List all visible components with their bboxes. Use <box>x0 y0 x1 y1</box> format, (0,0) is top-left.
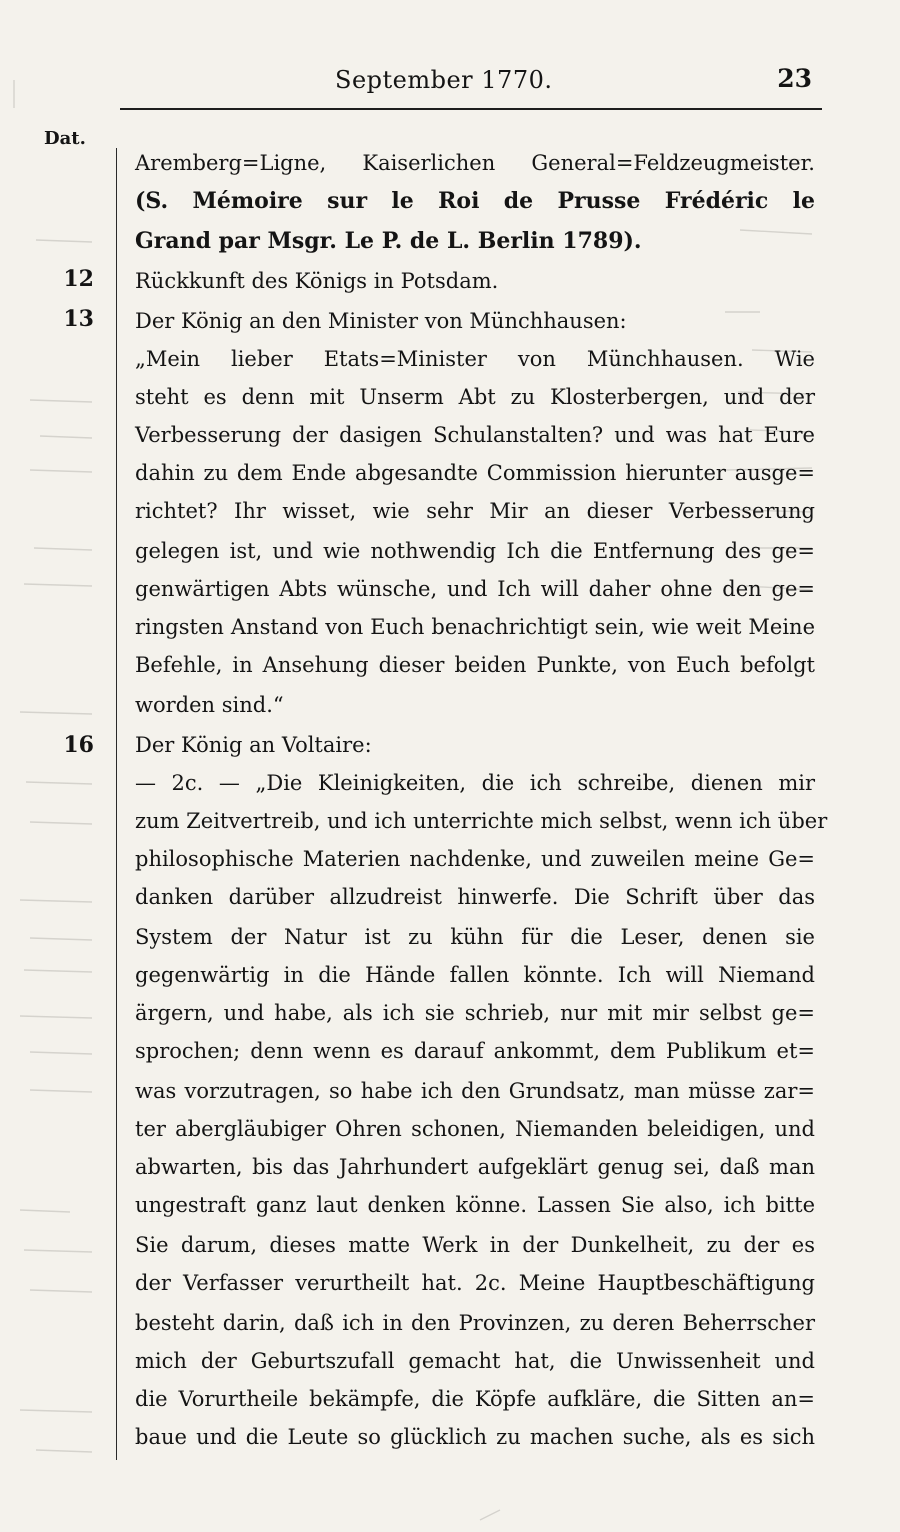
text-line: mich der Geburtszufall gemacht hat, die Unwissenheit und <box>135 1349 815 1373</box>
text-line: sprochen; denn wenn es darauf ankommt, dem Publikum et= <box>135 1039 815 1063</box>
text-line: (S. Mémoire sur le Roi de Prusse Frédéric le <box>135 188 815 214</box>
text-line: System der Natur ist zu kühn für die Leser, denen sie <box>135 925 815 949</box>
text-line: worden sind.“ <box>135 693 284 717</box>
text-line: Der König an den Minister von Münchhausen: <box>135 309 627 333</box>
text-line: ringsten Anstand von Euch benachrichtigt sein, wie weit Meine <box>135 615 815 639</box>
text-line: ärgern, und habe, als ich sie schrieb, nur mit mir selbst ge= <box>135 1001 815 1025</box>
text-line: Verbesserung der dasigen Schulanstalten? und was hat Eure <box>135 423 815 447</box>
text-line: steht es denn mit Unserm Abt zu Klosterbergen, und der <box>135 385 815 409</box>
text-line: Der König an Voltaire: <box>135 733 372 757</box>
text-line: gelegen ist, und wie nothwendig Ich die Entfernung des ge= <box>135 539 815 563</box>
text-line: philosophische Materien nachdenke, und zuweilen meine Ge= <box>135 847 815 871</box>
text-line: abwarten, bis das Jahrhundert aufgeklärt genug sei, daß man <box>135 1155 815 1179</box>
text-line: baue und die Leute so glücklich zu machen suche, als es sich <box>135 1425 815 1449</box>
entry-date-12: 12 <box>63 266 94 292</box>
text-line: Befehle, in Ansehung dieser beiden Punkte, von Euch befolgt <box>135 653 815 677</box>
text-line: danken darüber allzudreist hinwerfe. Die Schrift über das <box>135 885 815 909</box>
text-line: richtet? Ihr wisset, wie sehr Mir an dieser Verbesserung <box>135 499 815 523</box>
date-column-heading: Dat. <box>44 128 86 149</box>
header-rule <box>120 108 822 110</box>
text-line: — 2c. — „Die Kleinigkeiten, die ich schreibe, dienen mir <box>135 771 815 795</box>
text-line: was vorzutragen, so habe ich den Grundsatz, man müsse zar= <box>135 1079 815 1103</box>
text-line: der Verfasser verurtheilt hat. 2c. Meine Hauptbeschäftigung <box>135 1271 815 1295</box>
text-line: genwärtigen Abts wünsche, und Ich will daher ohne den ge= <box>135 577 815 601</box>
text-line: dahin zu dem Ende abgesandte Commission hierunter ausge= <box>135 461 815 485</box>
text-line: Aremberg=Ligne, Kaiserlichen General=Feldzeugmeister. <box>135 151 815 175</box>
text-line: zum Zeitvertreib, und ich unterrichte mich selbst, wenn ich über <box>135 809 828 833</box>
running-title: September 1770. <box>335 66 553 94</box>
text-line: Sie darum, dieses matte Werk in der Dunkelheit, zu der es <box>135 1233 815 1257</box>
text-line: Grand par Msgr. Le P. de L. Berlin 1789). <box>135 228 642 254</box>
text-line: gegenwärtig in die Hände fallen könnte. Ich will Niemand <box>135 963 815 987</box>
page-header <box>130 62 820 102</box>
page-number: 23 <box>777 64 812 93</box>
text-line: die Vorurtheile bekämpfe, die Köpfe aufkläre, die Sitten an= <box>135 1387 815 1411</box>
text-line: „Mein lieber Etats=Minister von Münchhausen. Wie <box>135 347 815 371</box>
text-line: Rückkunft des Königs in Potsdam. <box>135 269 499 293</box>
text-line: ungestraft ganz laut denken könne. Lassen Sie also, ich bitte <box>135 1193 815 1217</box>
date-column-divider <box>116 148 117 1460</box>
entry-date-13: 13 <box>63 306 94 332</box>
text-line: ter abergläubiger Ohren schonen, Niemanden beleidigen, und <box>135 1117 815 1141</box>
text-line: besteht darin, daß ich in den Provinzen, zu deren Beherrscher <box>135 1311 815 1335</box>
entry-date-16: 16 <box>63 732 94 758</box>
